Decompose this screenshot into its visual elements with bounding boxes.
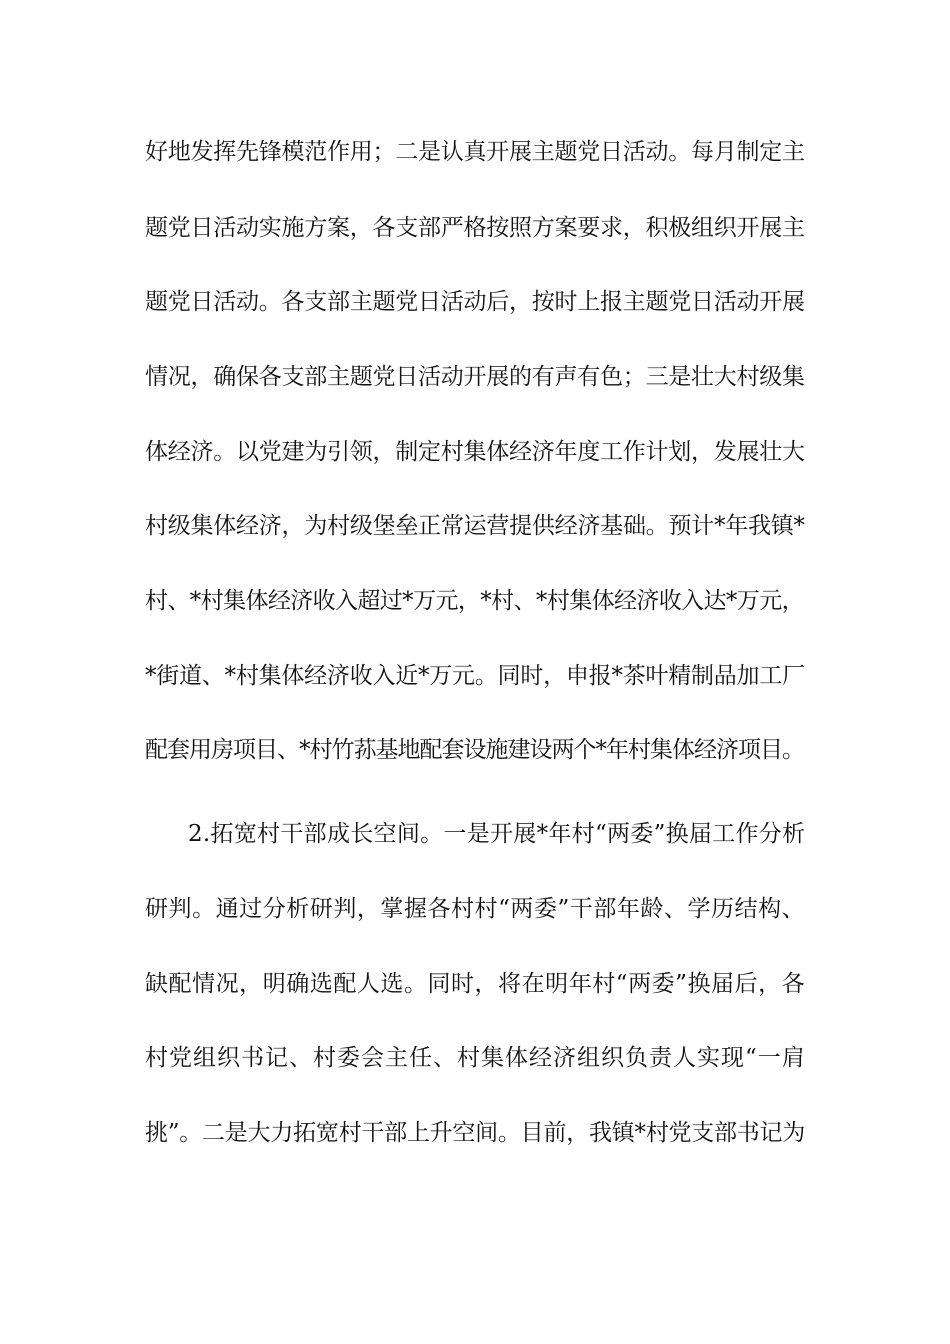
text-line: 配套用房项目、*村竹荪基地配套设施建设两个*年村集体经济项目。	[145, 737, 804, 763]
text-line: 挑”。二是大力拓宽村干部上升空间。目前，我镇*村党支部书记为	[145, 1120, 806, 1146]
text-line: 题党日活动实施方案，各支部严格按照方案要求，积极组织开展主	[145, 215, 805, 241]
text-line: 村级集体经济，为村级堡垒正常运营提供经济基础。预计*年我镇*	[145, 513, 805, 539]
text-line: 好地发挥先锋模范作用；二是认真开展主题党日活动。每月制定主	[145, 139, 805, 165]
text-line: 体经济。以党建为引领，制定村集体经济年度工作计划，发展壮大	[145, 439, 805, 465]
text-line: 村党组织书记、村委会主任、村集体经济组织负责人实现“一肩	[145, 1045, 806, 1071]
text-line: 研判。通过分析研判，掌握各村村“两委”干部年龄、学历结构、	[145, 896, 806, 922]
text-line: 题党日活动。各支部主题党日活动后，按时上报主题党日活动开展	[145, 289, 805, 315]
paragraph-start-line: 2.拓宽村干部成长空间。一是开展*年村“两委”换届工作分析	[188, 821, 806, 847]
text-line: 缺配情况，明确选配人选。同时，将在明年村“两委”换届后，各	[145, 971, 806, 997]
text-line: 情况，确保各支部主题党日活动开展的有声有色；三是壮大村级集	[145, 364, 805, 390]
text-line: *街道、*村集体经济收入近*万元。同时，申报*茶叶精制品加工厂	[145, 663, 805, 689]
text-line: 村、*村集体经济收入超过*万元，*村、*村集体经济收入达*万元，	[145, 588, 804, 614]
